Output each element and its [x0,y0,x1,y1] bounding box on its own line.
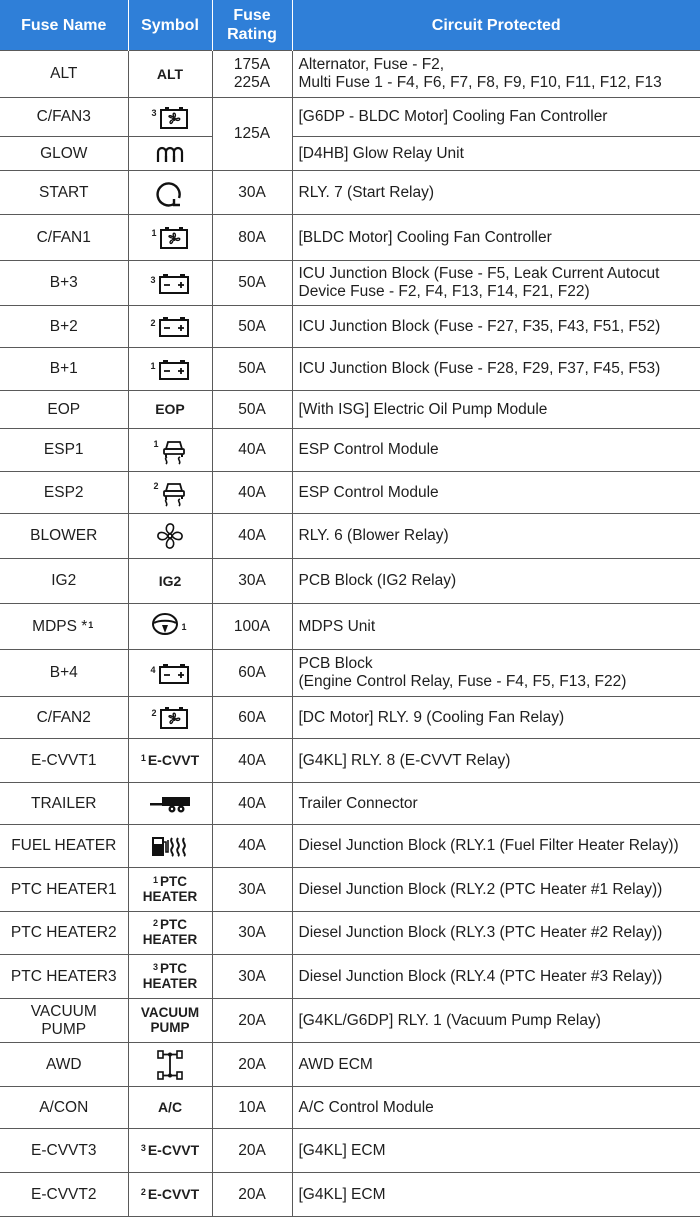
fuse-symbol [128,912,212,955]
fuse-name: IG2 [0,559,128,604]
symbol-sup: 2 [150,318,156,328]
fuse-rating: 30A [212,955,292,999]
table-row [0,215,700,261]
symbol-line1: PTC [160,960,187,976]
table-row [0,261,700,306]
table-row [0,999,700,1043]
circuit-protected: Diesel Junction Block (RLY.2 (PTC Heater #1 Relay)) [292,868,700,912]
table-row [0,868,700,912]
symbol-text: E-CVVT [147,752,200,768]
circuit-line1: Alternator, Fuse - F2, [298,56,445,73]
table-row [0,697,700,739]
fuse-name-line2: PUMP [41,1020,87,1038]
circuit-protected: ICU Junction Block (Fuse - F28, F29, F37, F45, F53) [292,348,700,391]
fuse-name: PTC HEATER1 [0,868,128,912]
symbol-text: ALT [156,65,184,82]
circuit-protected: Trailer Connector [292,783,700,825]
circuit-line1: PCB Block [298,655,373,672]
symbol-sup: 2 [140,1187,146,1197]
symbol-line2: HEATER [142,932,198,947]
symbol-line2: PUMP [150,1019,190,1035]
circuit-line1: ICU Junction Block (Fuse - F5, Leak Current Autocut [298,265,660,282]
table-row [0,1173,700,1217]
table-row [0,98,700,137]
table-row [0,1129,700,1173]
table-row [0,825,700,868]
fuse-name: A/CON [0,1087,128,1129]
circuit-line2: Multi Fuse 1 - F4, F6, F7, F8, F9, F10, F11, F12, F13 [298,74,662,91]
fuse-symbol [128,171,212,215]
battery-icon [158,359,190,381]
fuse-name: B+2 [0,306,128,348]
table-row [0,171,700,215]
fuse-rating: 60A [212,650,292,697]
symbol-line2: HEATER [142,888,198,904]
fuse-rating: 40A [212,783,292,825]
rating-line1: 175A [233,56,271,73]
table-header [0,0,700,51]
symbol-sup: 1 [181,622,187,632]
fuse-symbol [128,697,212,739]
fuse-symbol [128,1129,212,1173]
fuse-rating: 20A [212,1173,292,1217]
circuit-protected: [G6DP - BLDC Motor] Cooling Fan Controller [292,98,700,137]
symbol-line1: VACUUM [140,1004,200,1020]
fuse-name: PTC HEATER3 [0,955,128,999]
fuse-name: B+3 [0,261,128,306]
fuse-symbol [128,1173,212,1217]
fuse-symbol [128,261,212,306]
fuse-name: C/FAN3 [0,98,128,137]
blower-fan-icon [155,521,185,551]
fuse-symbol [128,98,212,137]
table-row [0,650,700,697]
esp-skid-icon [161,437,187,465]
rating-line2: 225A [233,74,271,91]
symbol-sup: 3 [150,274,156,285]
circuit-protected: Diesel Junction Block (RLY.4 (PTC Heater #3 Relay)) [292,955,700,999]
symbol-text [141,1005,199,1035]
fuse-rating: 50A [212,306,292,348]
fuse-rating: 40A [212,514,292,559]
glow-plug-icon [154,144,186,164]
trailer-icon [148,794,192,814]
battery-icon [158,273,190,295]
table-row [0,306,700,348]
fuse-name [0,999,128,1043]
fuse-rating: 40A [212,739,292,783]
circuit-protected: Diesel Junction Block (RLY.1 (Fuel Filter Heater Relay)) [292,825,700,868]
fuse-rating: 20A [212,1129,292,1173]
symbol-line1: PTC [160,917,187,932]
symbol-sup: 4 [150,664,156,675]
symbol-text: IG2 [158,572,182,589]
fuse-name: ESP2 [0,472,128,514]
symbol-sup: 3 [151,107,157,118]
table-row [0,472,700,514]
symbol-sup: 1 [152,874,158,885]
circuit-protected: AWD ECM [292,1043,700,1087]
symbol-text: A/C [157,1099,183,1115]
circuit-protected: [With ISG] Electric Oil Pump Module [292,391,700,429]
cooling-fan-controller-icon [159,106,189,130]
header-rating-line2: Rating [227,26,277,43]
circuit-protected: RLY. 7 (Start Relay) [292,171,700,215]
fuse-name-sup: 1 [88,619,94,630]
esp-skid-icon [161,479,187,507]
symbol-text [143,874,198,904]
fuse-symbol [128,137,212,171]
table-row [0,348,700,391]
fuse-symbol [128,559,212,604]
fuse-name: E-CVVT2 [0,1173,128,1217]
steering-wheel-icon [151,612,179,636]
fuse-symbol [128,783,212,825]
fuse-symbol [128,650,212,697]
symbol-sup: 2 [153,481,159,491]
fuse-name: START [0,171,128,215]
fuse-symbol [128,348,212,391]
fuse-name-text: MDPS * [32,617,88,635]
header-rating-line1: Fuse [233,7,271,24]
circuit-line2: Device Fuse - F2, F4, F13, F14, F21, F22) [298,283,590,300]
fuse-name: EOP [0,391,128,429]
fuse-rating: 30A [212,912,292,955]
symbol-text [143,961,198,991]
fuse-rating: 40A [212,429,292,472]
fuse-rating: 20A [212,1043,292,1087]
circuit-protected: ESP Control Module [292,429,700,472]
fuse-name: BLOWER [0,514,128,559]
fuse-rating: 80A [212,215,292,261]
table-row [0,429,700,472]
fuse-rating: 20A [212,999,292,1043]
circuit-protected: ESP Control Module [292,472,700,514]
fuse-name: C/FAN1 [0,215,128,261]
fuse-symbol [128,1043,212,1087]
fuse-rating: 50A [212,348,292,391]
fuse-rating: 125A [212,98,292,171]
fuse-rating: 50A [212,391,292,429]
fuse-rating: 30A [212,171,292,215]
fuse-name: ESP1 [0,429,128,472]
fuse-name: B+4 [0,650,128,697]
circuit-protected: Diesel Junction Block (RLY.3 (PTC Heater #2 Relay)) [292,912,700,955]
fuse-rating: 30A [212,559,292,604]
circuit-protected: [G4KL] RLY. 8 (E-CVVT Relay) [292,739,700,783]
table-row [0,1087,700,1129]
fuse-name: E-CVVT1 [0,739,128,783]
fuse-rating: 10A [212,1087,292,1129]
table-row [0,604,700,650]
fuse-symbol [128,955,212,999]
table-row [0,514,700,559]
header-fuse-name: Fuse Name [0,0,128,51]
header-fuse-rating [212,0,292,51]
table-row [0,391,700,429]
symbol-sup: 1 [140,753,146,763]
fuse-rating [212,51,292,98]
fuse-rating: 100A [212,604,292,650]
symbol-line2: HEATER [142,975,198,991]
fuse-symbol [128,999,212,1043]
circuit-protected: A/C Control Module [292,1087,700,1129]
fuse-symbol [128,391,212,429]
circuit-line2: (Engine Control Relay, Fuse - F4, F5, F13, F22) [298,673,627,690]
start-arrow-icon [155,178,185,208]
table-body [0,51,700,1217]
fuse-name: E-CVVT3 [0,1129,128,1173]
fuse-name: C/FAN2 [0,697,128,739]
symbol-sup: 3 [140,1143,146,1153]
circuit-protected: [DC Motor] RLY. 9 (Cooling Fan Relay) [292,697,700,739]
awd-drivetrain-icon [156,1049,184,1081]
header-row [0,0,700,51]
symbol-text: E-CVVT [147,1186,200,1202]
circuit-protected: RLY. 6 (Blower Relay) [292,514,700,559]
battery-icon [158,663,190,685]
fuse-name: TRAILER [0,783,128,825]
symbol-text: E-CVVT [147,1142,200,1158]
fuse-symbol [128,51,212,98]
circuit-protected: [G4KL/G6DP] RLY. 1 (Vacuum Pump Relay) [292,999,700,1043]
fuse-rating: 30A [212,868,292,912]
circuit-protected [292,261,700,306]
circuit-protected: [G4KL] ECM [292,1129,700,1173]
fuse-name: PTC HEATER2 [0,912,128,955]
fuse-name: AWD [0,1043,128,1087]
circuit-protected: MDPS Unit [292,604,700,650]
table-row [0,137,700,171]
fuse-name: B+1 [0,348,128,391]
fuse-symbol [128,429,212,472]
table-row [0,559,700,604]
circuit-protected: PCB Block (IG2 Relay) [292,559,700,604]
fuse-rating: 40A [212,825,292,868]
table-row [0,1043,700,1087]
table-row [0,739,700,783]
fuse-symbol [128,215,212,261]
fuse-symbol [128,306,212,348]
circuit-protected: ICU Junction Block (Fuse - F27, F35, F43, F51, F52) [292,306,700,348]
circuit-protected: [BLDC Motor] Cooling Fan Controller [292,215,700,261]
cooling-fan-controller-icon [159,706,189,730]
symbol-text [143,917,198,947]
table-row [0,51,700,98]
fuse-symbol [128,472,212,514]
table-row [0,955,700,999]
table-row [0,783,700,825]
circuit-protected [292,650,700,697]
circuit-protected: [D4HB] Glow Relay Unit [292,137,700,171]
cooling-fan-controller-icon [159,226,189,250]
fuse-symbol [128,1087,212,1129]
fuse-name: FUEL HEATER [0,825,128,868]
symbol-text: EOP [155,401,185,417]
table-row [0,912,700,955]
fuse-name-line1: VACUUM [30,1002,97,1020]
fuse-rating: 50A [212,261,292,306]
symbol-line1: PTC [160,873,187,889]
symbol-sup: 1 [150,360,156,371]
fuse-rating: 40A [212,472,292,514]
fuse-name: ALT [0,51,128,98]
fuse-symbol [128,514,212,559]
fuse-symbol [128,739,212,783]
symbol-sup: 3 [152,961,158,972]
fuel-heater-icon [150,834,190,858]
symbol-sup: 2 [152,918,158,928]
fuse-symbol [128,868,212,912]
fuse-name [0,604,128,650]
fuse-name: GLOW [0,137,128,171]
symbol-sup: 2 [151,708,157,718]
symbol-sup: 1 [151,228,157,238]
circuit-protected [292,51,700,98]
header-symbol: Symbol [128,0,212,51]
fuse-rating: 60A [212,697,292,739]
fuse-symbol [128,825,212,868]
symbol-sup: 1 [153,438,159,449]
battery-icon [158,316,190,338]
fuse-symbol [128,604,212,650]
circuit-protected: [G4KL] ECM [292,1173,700,1217]
header-circuit-protected: Circuit Protected [292,0,700,51]
